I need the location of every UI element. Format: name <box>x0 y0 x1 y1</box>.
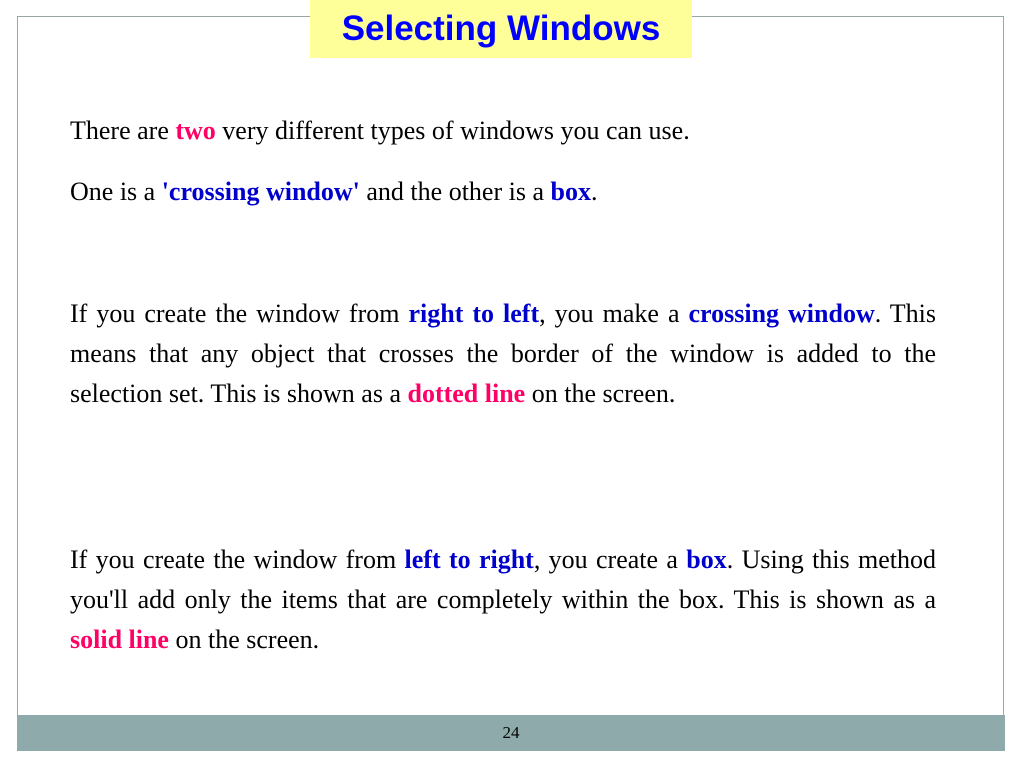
text-fragment: on the screen. <box>168 625 320 654</box>
slide-title: Selecting Windows <box>341 9 661 48</box>
text-fragment: and the other is a <box>359 177 551 206</box>
page-number: 24 <box>502 723 520 742</box>
emphasis-box: box <box>686 545 727 574</box>
emphasis-crossing-window: crossing window <box>688 299 875 328</box>
text-fragment: , you make a <box>539 299 689 328</box>
text-fragment: There are <box>70 116 176 145</box>
paragraph-box <box>70 540 936 660</box>
text-fragment: If you create the window from <box>70 545 405 574</box>
text-fragment: If you create the window from <box>70 299 409 328</box>
emphasis-two: two <box>175 116 216 145</box>
paragraph-crossing-window <box>70 294 936 414</box>
text-fragment: on the screen. <box>525 379 676 408</box>
text-fragment: . This means that any object that crosses the border of the window is added to the selection set. This is shown as a <box>70 299 936 408</box>
emphasis-left-to-right: left to right <box>404 545 534 574</box>
text-fragment: One is a <box>70 177 162 206</box>
intro-line-2 <box>70 172 936 212</box>
emphasis-solid-line: solid line <box>70 625 169 654</box>
text-fragment: . Using this method you'll add only the items that are completely within the box. This is shown as a <box>70 545 936 614</box>
text-fragment: . <box>590 177 598 206</box>
emphasis-dotted-line: dotted line <box>407 379 526 408</box>
footer-bar <box>17 715 1005 751</box>
emphasis-right-to-left: right to left <box>408 299 540 328</box>
emphasis-crossing-window: 'crossing window' <box>161 177 360 206</box>
text-fragment: very different types of windows you can use. <box>215 116 690 145</box>
title-box <box>310 0 692 58</box>
emphasis-box: box <box>550 177 591 206</box>
intro-line-1 <box>70 111 936 151</box>
text-fragment: , you create a <box>533 545 687 574</box>
